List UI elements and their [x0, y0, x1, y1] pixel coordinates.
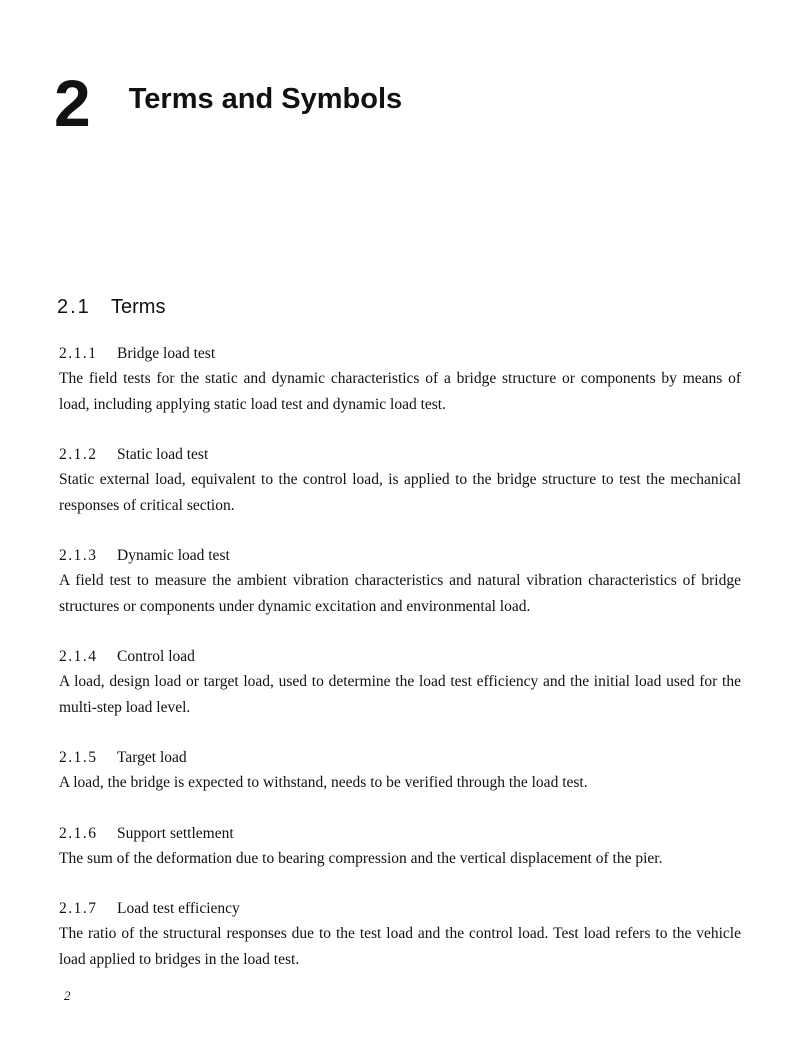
term-definition: A load, the bridge is expected to withstand, needs to be verified through the load test. — [59, 774, 588, 791]
term-name: Load test efficiency — [117, 900, 240, 917]
section-heading — [57, 296, 165, 319]
section-number: 2.1 — [57, 296, 91, 318]
term-name: Support settlement — [117, 824, 234, 842]
term-name: Target load — [117, 749, 187, 766]
term-definition: Static external load, equivalent to the control load, is applied to the bridge structure to test the mechanical responses of critical section. — [59, 471, 741, 514]
term-definition: The sum of the deformation due to bearing compression and the vertical displacement of the pier. — [59, 849, 663, 867]
term-heading — [59, 644, 741, 669]
terms-list — [59, 341, 741, 972]
term-heading — [59, 442, 741, 467]
term-definition: A load, design load or target load, used to determine the load test efficiency and the initial load used for the multi-step load level. — [59, 673, 741, 716]
term-definition: The ratio of the structural responses due to the test load and the control load. Test load refers to the vehicle load applied to bridges in the load test. — [59, 925, 741, 968]
chapter-title: Terms and Symbols — [128, 83, 403, 115]
term-number: 2.1.7 — [59, 900, 98, 917]
term-number: 2.1.1 — [59, 345, 98, 362]
term-entry — [59, 821, 741, 872]
term-definition: The field tests for the static and dynamic characteristics of a bridge structure or components by means of load, including applying static load test and dynamic load test. — [59, 370, 741, 413]
term-entry — [59, 442, 741, 518]
term-entry — [59, 543, 741, 619]
chapter-number: 2 — [54, 66, 91, 140]
term-name: Control load — [117, 648, 195, 665]
term-number: 2.1.4 — [59, 648, 98, 665]
page-number: 2 — [64, 988, 71, 1003]
chapter-heading — [54, 66, 403, 140]
term-number: 2.1.6 — [59, 824, 98, 842]
term-entry — [59, 745, 741, 796]
term-entry — [59, 644, 741, 720]
term-definition: A field test to measure the ambient vibration characteristics and natural vibration characteristics of bridge structures or components under dynamic excitation and environmental load. — [59, 572, 741, 615]
term-name: Static load test — [117, 446, 209, 463]
term-name: Bridge load test — [117, 345, 216, 362]
term-heading — [59, 543, 741, 568]
term-heading — [59, 745, 741, 770]
term-entry — [59, 341, 741, 417]
term-heading — [59, 821, 741, 846]
term-heading — [59, 341, 741, 366]
term-heading — [59, 896, 741, 921]
term-name: Dynamic load test — [117, 547, 230, 564]
term-number: 2.1.3 — [59, 547, 98, 564]
term-entry — [59, 896, 741, 972]
term-number: 2.1.2 — [59, 446, 98, 463]
section-title: Terms — [111, 296, 166, 318]
term-number: 2.1.5 — [59, 749, 98, 766]
